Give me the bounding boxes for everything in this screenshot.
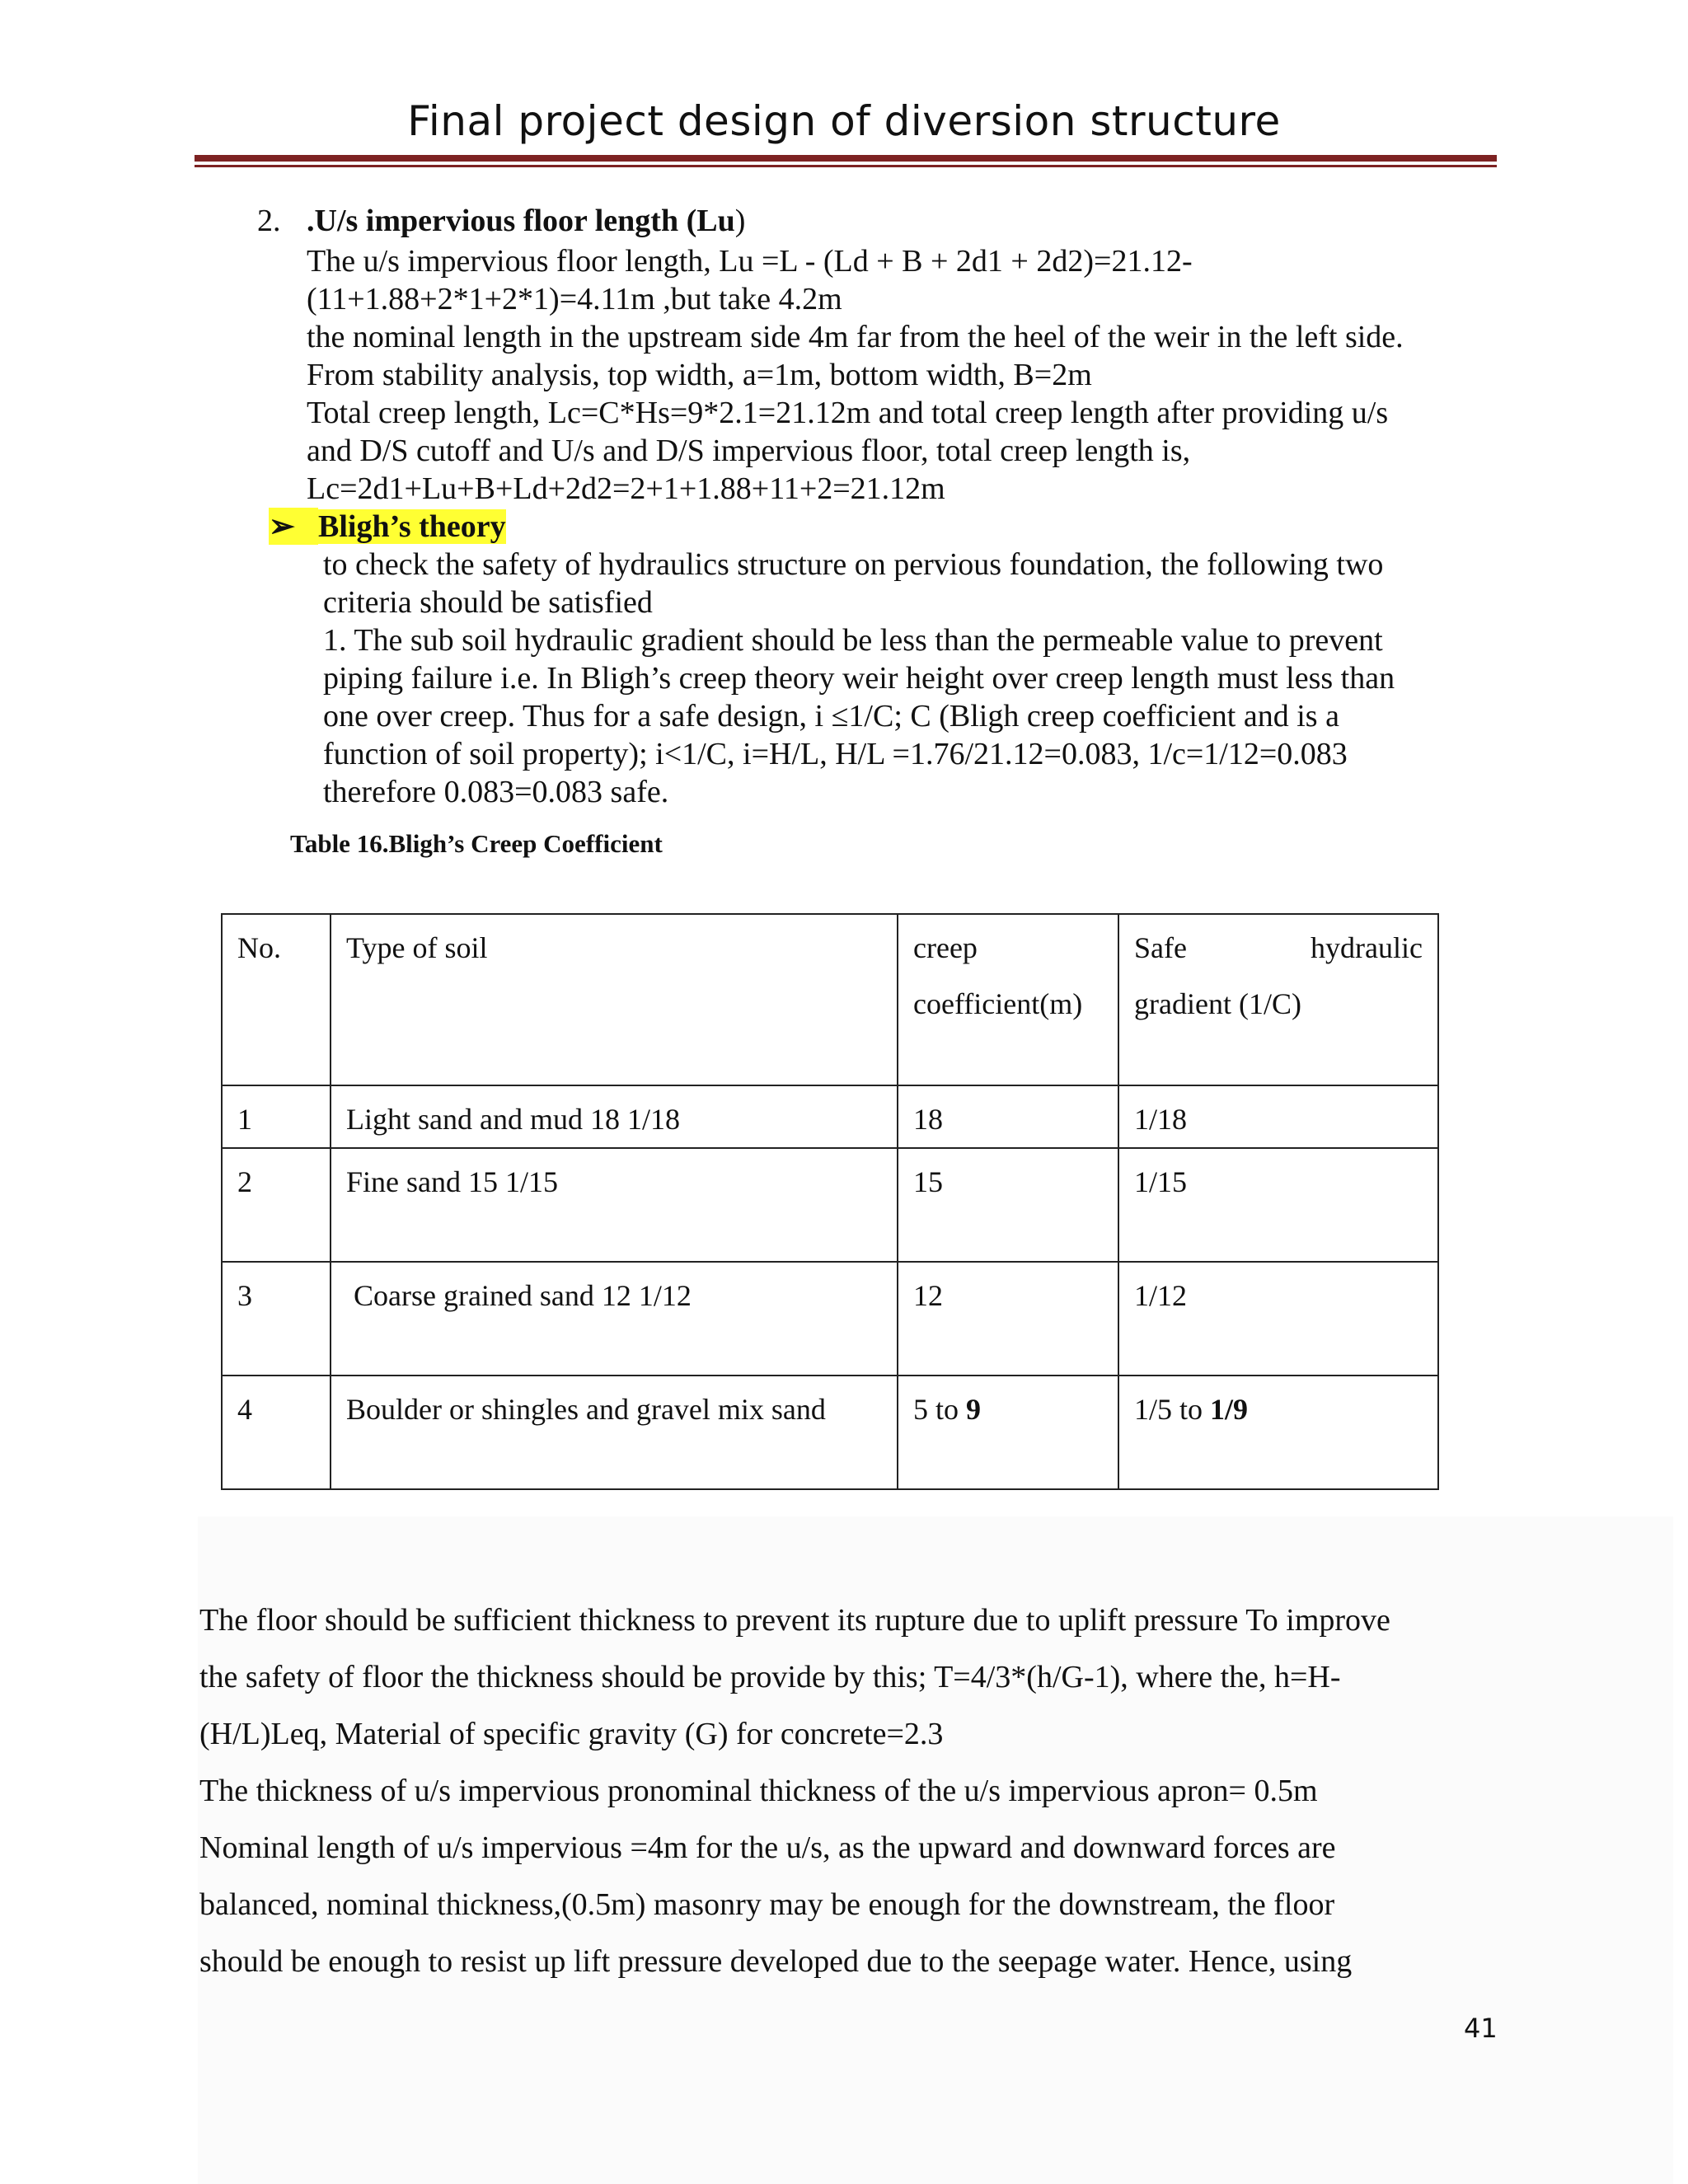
paragraph-line: From stability analysis, top width, a=1m, bottom width, B=2m [307,358,1092,392]
section-number: 2. [257,204,281,238]
cell-type: Fine sand 15 1/15 [331,1148,898,1262]
cell-coefficient-bold: 9 [966,1393,982,1426]
paragraph-line: the nominal length in the upstream side 4m far from the heel of the weir in the left side. [307,320,1404,354]
bligh-paragraph [323,546,1395,811]
paragraph-line: function of soil property); i<1/C, i=H/L, H/L =1.76/21.12=0.083, 1/c=1/12=0.083 [323,737,1348,771]
section-heading-close: ) [734,204,746,238]
section-heading [307,203,745,239]
paragraph-line: the safety of floor the thickness should be provide by this; T=4/3*(h/G-1), where the, h=H- [199,1660,1341,1694]
header-gradient [1118,914,1438,1085]
cell-gradient: 1/15 [1118,1148,1438,1262]
page-header-title: Final project design of diversion structure [407,97,1281,145]
cell-coefficient: 18 [898,1085,1118,1148]
table-caption: Table 16.Bligh’s Creep Coefficient [290,829,663,858]
cell-gradient: 1/12 [1118,1262,1438,1376]
paragraph-line: (H/L)Leq, Material of specific gravity (G) for concrete=2.3 [199,1717,944,1751]
header-rule-thin [195,165,1497,167]
table-row [222,1085,1438,1148]
paragraph-line: to check the safety of hydraulics structure on pervious foundation, the following two [323,547,1384,582]
cell-coefficient [898,1376,1118,1489]
cell-type: Boulder or shingles and gravel mix sand [331,1376,898,1489]
cell-gradient: 1/18 [1118,1085,1438,1148]
paragraph-line: therefore 0.083=0.083 safe. [323,775,669,809]
table-row [222,1148,1438,1262]
floor-thickness-paragraph [199,1592,1390,1990]
cell-coefficient: 15 [898,1148,1118,1262]
paragraph-line: (11+1.88+2*1+2*1)=4.11m ,but take 4.2m [307,282,842,316]
paragraph-line: piping failure i.e. In Bligh’s creep theory weir height over creep length must less than [323,661,1395,696]
table-header-row [222,914,1438,1085]
header-gradient-word2: hydraulic [1311,931,1423,964]
header-rule-thick [195,155,1497,162]
paragraph-line: 1. The sub soil hydraulic gradient should be less than the permeable value to prevent [323,623,1383,658]
header-type: Type of soil [331,914,898,1085]
paragraph-line: should be enough to resist up lift pressure developed due to the seepage water. Hence, using [199,1944,1353,1979]
header-no: No. [222,914,331,1085]
header-coefficient-line1: creep [913,931,978,964]
paragraph-line: Lc=2d1+Lu+B+Ld+2d2=2+1+1.88+11+2=21.12m [307,471,945,506]
cell-gradient [1118,1376,1438,1489]
paragraph-line: Nominal length of u/s impervious =4m for the u/s, as the upward and downward forces are [199,1830,1336,1865]
cell-type: Light sand and mud 18 1/18 [331,1085,898,1148]
cell-no: 4 [222,1376,331,1489]
cell-gradient-bold: 1/9 [1210,1393,1249,1426]
cell-no: 3 [222,1262,331,1376]
paragraph-line: The floor should be sufficient thickness to prevent its rupture due to uplift pressure To improve [199,1603,1390,1638]
paragraph-line: Total creep length, Lc=C*Hs=9*2.1=21.12m and total creep length after providing u/s [307,396,1389,430]
section-paragraph [307,242,1404,508]
cell-gradient-text: 1/5 to [1134,1393,1211,1426]
header-gradient-line2: gradient (1/C) [1134,987,1301,1020]
bligh-title: Bligh’s theory [318,509,506,544]
paragraph-line: one over creep. Thus for a safe design, i ≤1/C; C (Bligh creep coefficient and is a [323,699,1339,733]
cell-coefficient-text: 5 to [913,1393,967,1426]
cell-type: Coarse grained sand 12 1/12 [331,1262,898,1376]
header-gradient-word1: Safe [1134,931,1187,964]
page-number: 41 [1464,2013,1498,2044]
section-heading-text: .U/s impervious floor length (Lu [307,204,735,238]
paragraph-line: The u/s impervious floor length, Lu =L - (Ld + B + 2d1 + 2d2)=21.12- [307,244,1193,279]
bligh-bullet [269,508,506,545]
arrow-bullet-icon: ➢ [269,508,318,545]
paragraph-line: criteria should be satisfied [323,585,653,620]
table-row [222,1376,1438,1489]
paragraph-line: The thickness of u/s impervious pronominal thickness of the u/s impervious apron= 0.5m [199,1774,1318,1808]
paragraph-line: balanced, nominal thickness,(0.5m) masonry may be enough for the downstream, the floor [199,1887,1335,1922]
header-coefficient-line2: coefficient(m) [913,987,1083,1020]
paragraph-line: and D/S cutoff and U/s and D/S impervious floor, total creep length is, [307,434,1191,468]
cell-no: 1 [222,1085,331,1148]
header-gradient-line1 [1134,920,1423,976]
table-row [222,1262,1438,1376]
creep-coefficient-table [221,913,1439,1490]
header-coefficient [898,914,1118,1085]
cell-no: 2 [222,1148,331,1262]
cell-coefficient: 12 [898,1262,1118,1376]
